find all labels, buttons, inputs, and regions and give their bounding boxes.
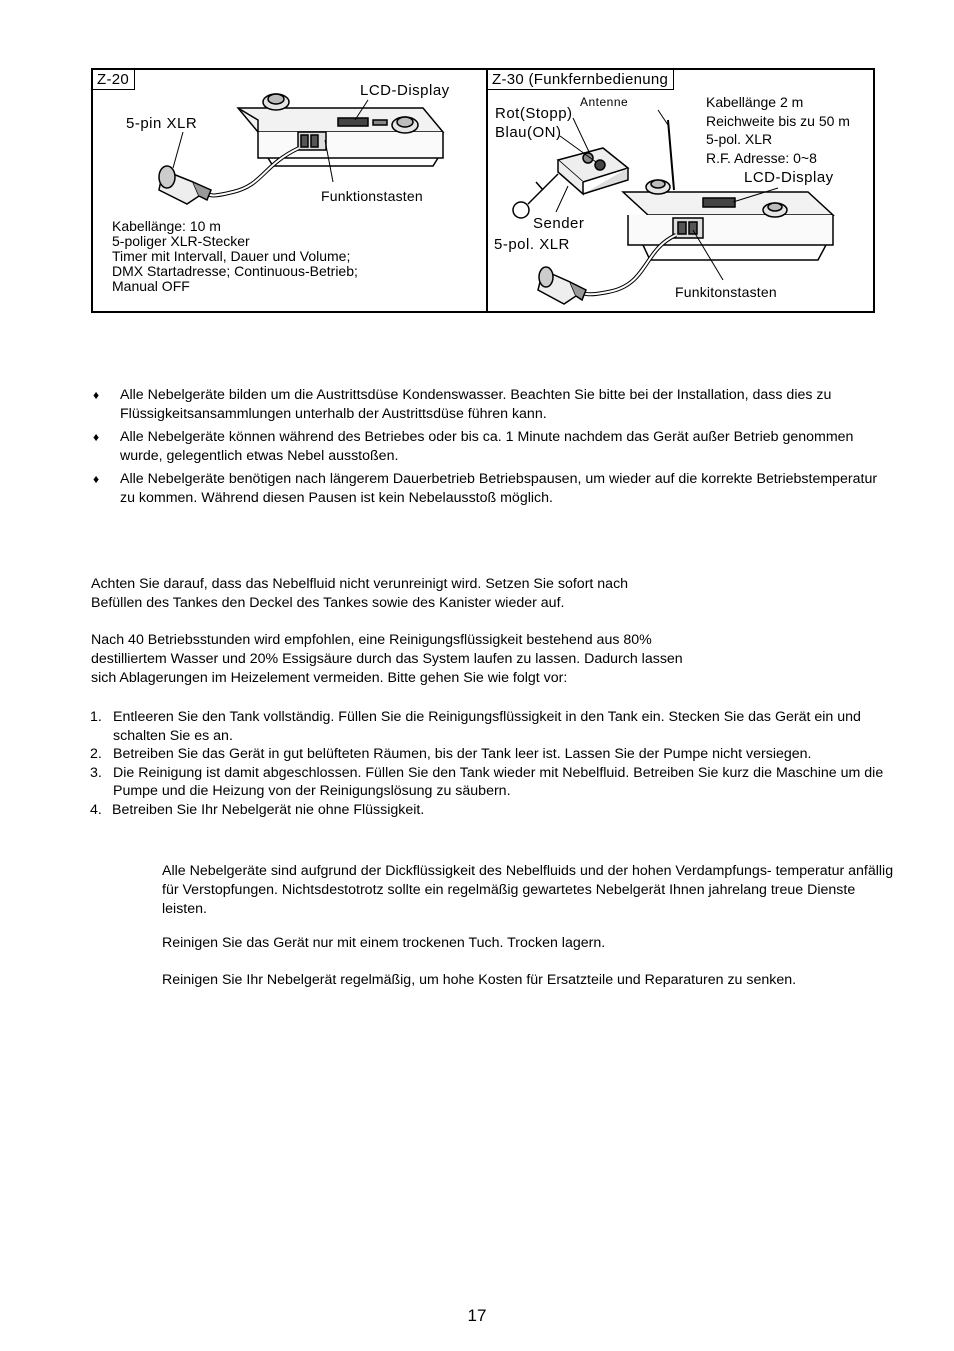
z30-specs [706, 93, 850, 167]
z30-red-label: Rot(Stopp) [495, 105, 573, 122]
diamond-icon: ♦ [93, 430, 100, 444]
z20-keys-label: Funktionstasten [321, 188, 423, 204]
panel-z30 [488, 70, 873, 311]
z30-xlr-label: 5-pol. XLR [494, 236, 570, 253]
bullet-item: ♦ Alle Nebelgeräte benötigen nach längerem Dauerbetrieb Betriebspausen, um wieder auf die korrekte Betriebstemperatur zu kommen. Während diesen Pausen ist kein Nebelausstoß möglich. [93, 471, 878, 506]
z20-lcd-label: LCD-Display [360, 82, 450, 99]
step-item: 3. Die Reinigung ist damit abgeschlossen. Füllen Sie den Tank wieder mit Nebelfluid. Betreiben Sie kurz die Maschine um die Pumpe und die Heizung von der Reinigungslösung zu säubern. [90, 764, 884, 799]
z20-spec-line: Timer mit Intervall, Dauer und Volume; [112, 248, 351, 264]
step-item: 2. Betreiben Sie das Gerät in gut belüfteten Räumen, bis der Tank leer ist. Lassen Sie der Pumpe nicht versiegen. [90, 746, 812, 762]
z20-spec-line: Kabellänge: 10 m [112, 218, 221, 234]
z30-spec-line: R.F. Adresse: 0~8 [706, 149, 817, 166]
bullet-item: ♦ Alle Nebelgeräte können während des Betriebes oder bis ca. 1 Minute nachdem das Gerät außer Betrieb genommen wurde, gelegentlich etwas Nebel ausstoßen. [93, 429, 854, 464]
z30-spec-line: Reichweite bis zu 50 m [706, 112, 850, 129]
notes-bullet-list [91, 386, 881, 512]
cleaning-steps [90, 708, 890, 819]
diamond-icon: ♦ [93, 388, 100, 402]
remote-controls-figure [91, 68, 875, 313]
bullet-item: ♦ Alle Nebelgeräte bilden um die Austrittsdüse Kondenswasser. Beachten Sie bitte bei der Installation, dass dies zu Flüssigkeitsansammlungen unterhalb der Austrittsdüse führen kann. [93, 387, 832, 422]
z30-keys-label: Funkitonstasten [675, 284, 777, 300]
z30-spec-line: Kabellänge 2 m [706, 94, 804, 110]
panel-z20 [93, 70, 486, 311]
dry-cloth-note: Reinigen Sie das Gerät nur mit einem trockenen Tuch. Trocken lagern. [162, 935, 606, 951]
z30-blue-label: Blau(ON) [495, 124, 562, 141]
step-item: 1. Entleeren Sie den Tank vollständig. Füllen Sie die Reinigungsflüssigkeit in den Tank ein. Stecken Sie das Gerät ein und schalten Sie es an. [90, 709, 861, 744]
z30-tag: Z-30 (Funkfernbedienung [488, 70, 674, 90]
z20-tag: Z-20 [93, 70, 135, 90]
step-item: 4. Betreiben Sie Ihr Nebelgerät nie ohne Flüssigkeit. [90, 801, 425, 818]
z20-spec-line: DMX Startadresse; Continuous-Betrieb; [112, 263, 358, 279]
page-number: 17 [467, 1306, 487, 1325]
fluid-care-paragraph: Achten Sie darauf, dass das Nebelfluid nicht verunreinigt wird. Setzen Sie sofort nach Befüllen des Tankes den Deckel des Tankes sowie des Kanister wieder auf. [91, 576, 629, 611]
z20-xlr-label: 5-pin XLR [126, 115, 198, 132]
z20-spec-line: Manual OFF [112, 278, 190, 294]
z20-specs [112, 219, 358, 294]
z30-sender-label: Sender [533, 215, 585, 232]
cleaning-intro-paragraph: Nach 40 Betriebsstunden wird empfohlen, eine Reinigungsflüssigkeit bestehend aus 80% destilliertem Wasser und 20% Essigsäure durch das System laufen zu lassen. Dadurch lassen sich Ablagerungen im Heizelement vermeiden. Bitte gehen Sie wie folgt vor: [91, 632, 683, 686]
regular-cleaning-note: Reinigen Sie Ihr Nebelgerät regelmäßig, um hohe Kosten für Ersatzteile und Reparaturen zu senken. [162, 972, 797, 988]
maintenance-note: Alle Nebelgeräte sind aufgrund der Dickflüssigkeit des Nebelfluids und der hohen Verdampfungs- temperatur anfällig für Verstopfungen. Nichtsdestotrotz sollte ein regelmäßig gewartetes Nebelgerät Ihnen jahrelang treue Dienste leisten. [162, 863, 894, 917]
z30-antenna-label: Antenne [580, 95, 629, 109]
diamond-icon: ♦ [93, 472, 100, 486]
z30-spec-line: 5-pol. XLR [706, 131, 773, 147]
z30-lcd-label: LCD-Display [744, 169, 834, 186]
z20-spec-line: 5-poliger XLR-Stecker [112, 233, 250, 249]
